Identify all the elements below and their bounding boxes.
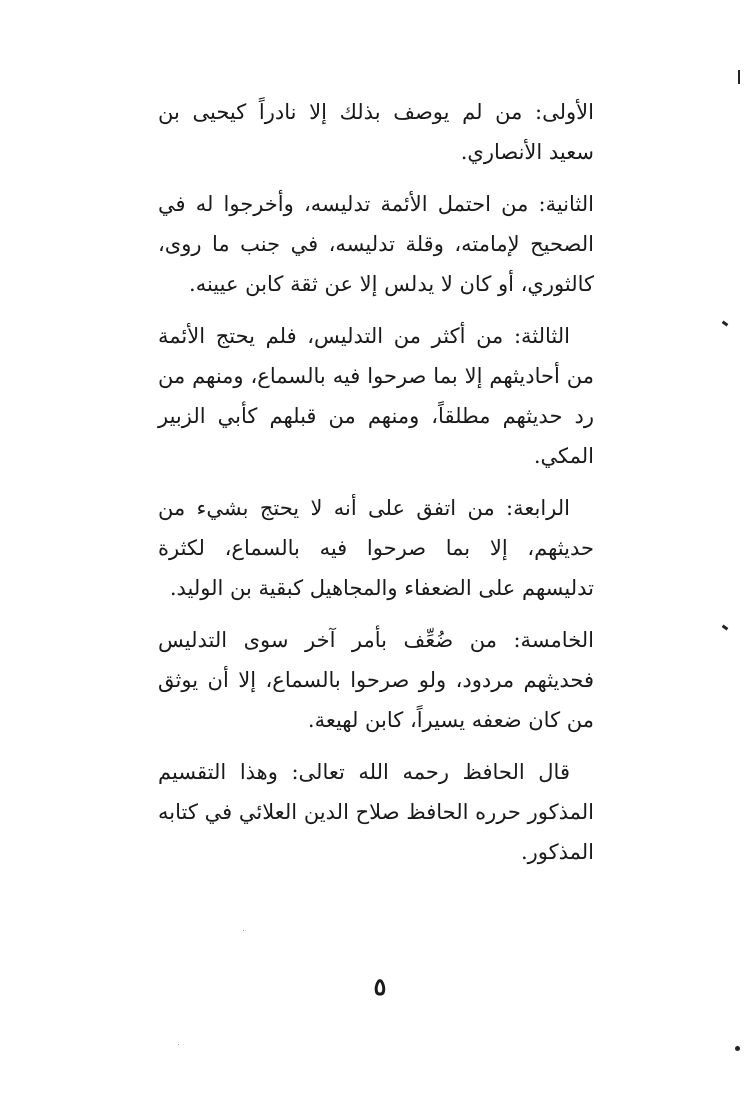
scan-mark	[722, 625, 729, 631]
paragraph-fifth-category: الخامسة: من ضُعِّف بأمر آخر سوى التدليس فحديثهم مردود، ولو صرحوا بالسماع، إلا أن يوثق من كان ضعفه يسيراً، كابن لهيعة.	[158, 628, 594, 732]
paragraph-third-category: الثالثة: من أكثر من التدليس، فلم يحتج الأئمة من أحاديثهم إلا بما صرحوا فيه بالسماع، ومنهم من رد حديثهم مطلقاً، ومنهم من قبلهم كأبي الزبير المكي.	[158, 324, 594, 468]
scan-speck	[178, 1044, 179, 1045]
page-number: ٥	[373, 972, 387, 1001]
paragraph-second-category: الثانية: من احتمل الأئمة تدليسه، وأخرجوا له في الصحيح لإمامته، وقلة تدليسه، في جنب ما روى، كالثوري، أو كان لا يدلس إلا عن ثقة كابن عيينه.	[158, 192, 594, 296]
page-body-text	[158, 92, 594, 884]
scan-speck	[243, 930, 244, 931]
scan-mark	[722, 321, 729, 327]
paragraph-closing-note: قال الحافظ رحمه الله تعالى: وهذا التقسيم المذكور حرره الحافظ صلاح الدين العلائي في كتابه المذكور.	[158, 760, 594, 864]
scan-mark	[738, 70, 740, 84]
paragraph-first-category: الأولى: من لم يوصف بذلك إلا نادراً كيحيى بن سعيد الأنصاري.	[158, 100, 594, 164]
scan-dot	[735, 1046, 740, 1051]
paragraph-fourth-category: الرابعة: من اتفق على أنه لا يحتج بشيء من حديثهم، إلا بما صرحوا فيه بالسماع، لكثرة تدليسهم على الضعفاء والمجاهيل كبقية بن الوليد.	[158, 496, 594, 600]
